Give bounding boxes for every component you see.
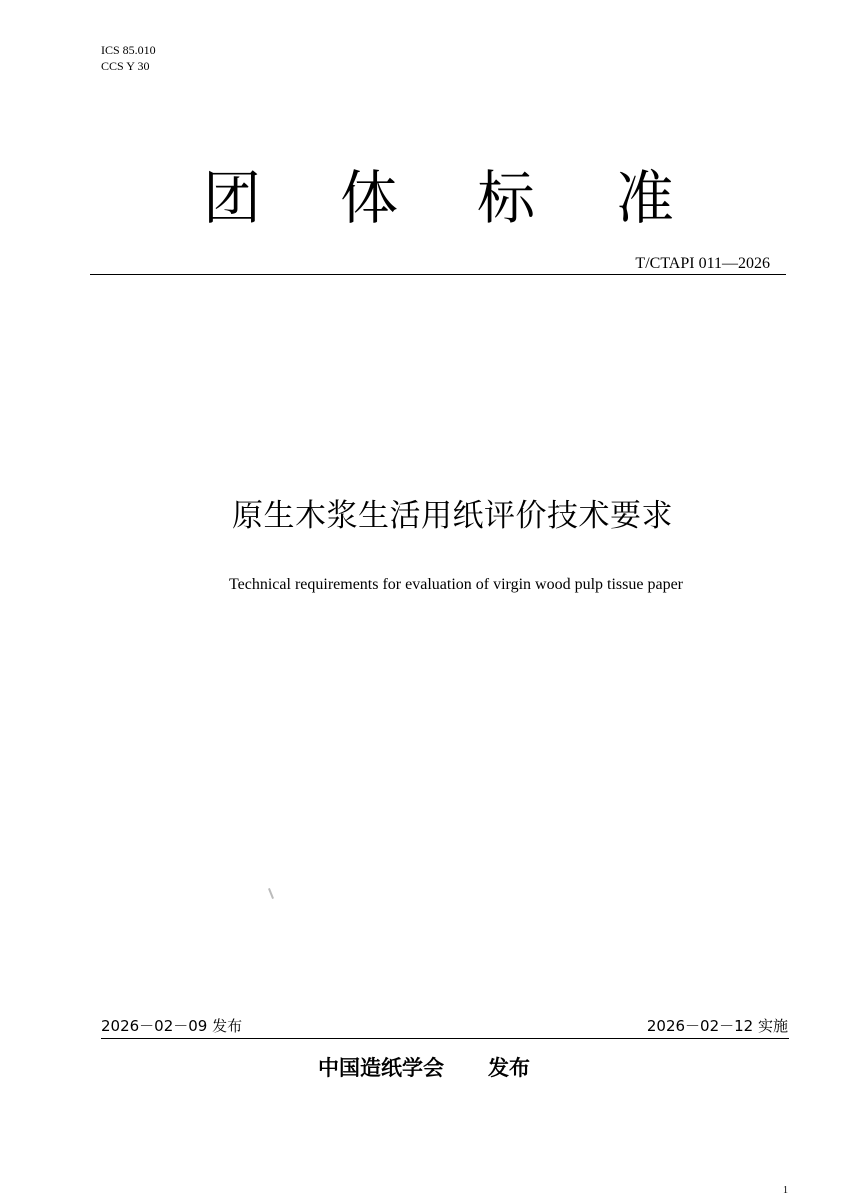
standard-type-char: 体 (340, 164, 399, 232)
publisher-action: 发布 (488, 1056, 530, 1080)
footer-divider (101, 1038, 789, 1039)
publisher-line (318, 1052, 530, 1084)
standard-type-char: 团 (203, 164, 262, 232)
document-title-chinese: 原生木浆生活用纸评价技术要求 (232, 498, 673, 534)
standard-type-char: 标 (477, 164, 536, 232)
standard-number: T/CTAPI 011—2026 (635, 255, 770, 272)
implement-date: 2026－02－12 实施 (646, 1017, 788, 1035)
page-number: 1 (783, 1185, 788, 1196)
classification-codes (101, 42, 156, 74)
document-title-english: Technical requirements for evaluation of virgin wood pulp tissue paper (228, 576, 683, 593)
ics-code: ICS 85.010 (101, 43, 156, 57)
standard-type-heading (0, 158, 850, 238)
publish-date: 2026－02－09 发布 (101, 1017, 243, 1035)
publisher-name: 中国造纸学会 (318, 1056, 444, 1080)
ccs-code: CCS Y 30 (101, 59, 150, 73)
standard-type-char: 准 (616, 164, 675, 232)
stray-mark (268, 888, 274, 899)
header-divider (90, 274, 786, 275)
